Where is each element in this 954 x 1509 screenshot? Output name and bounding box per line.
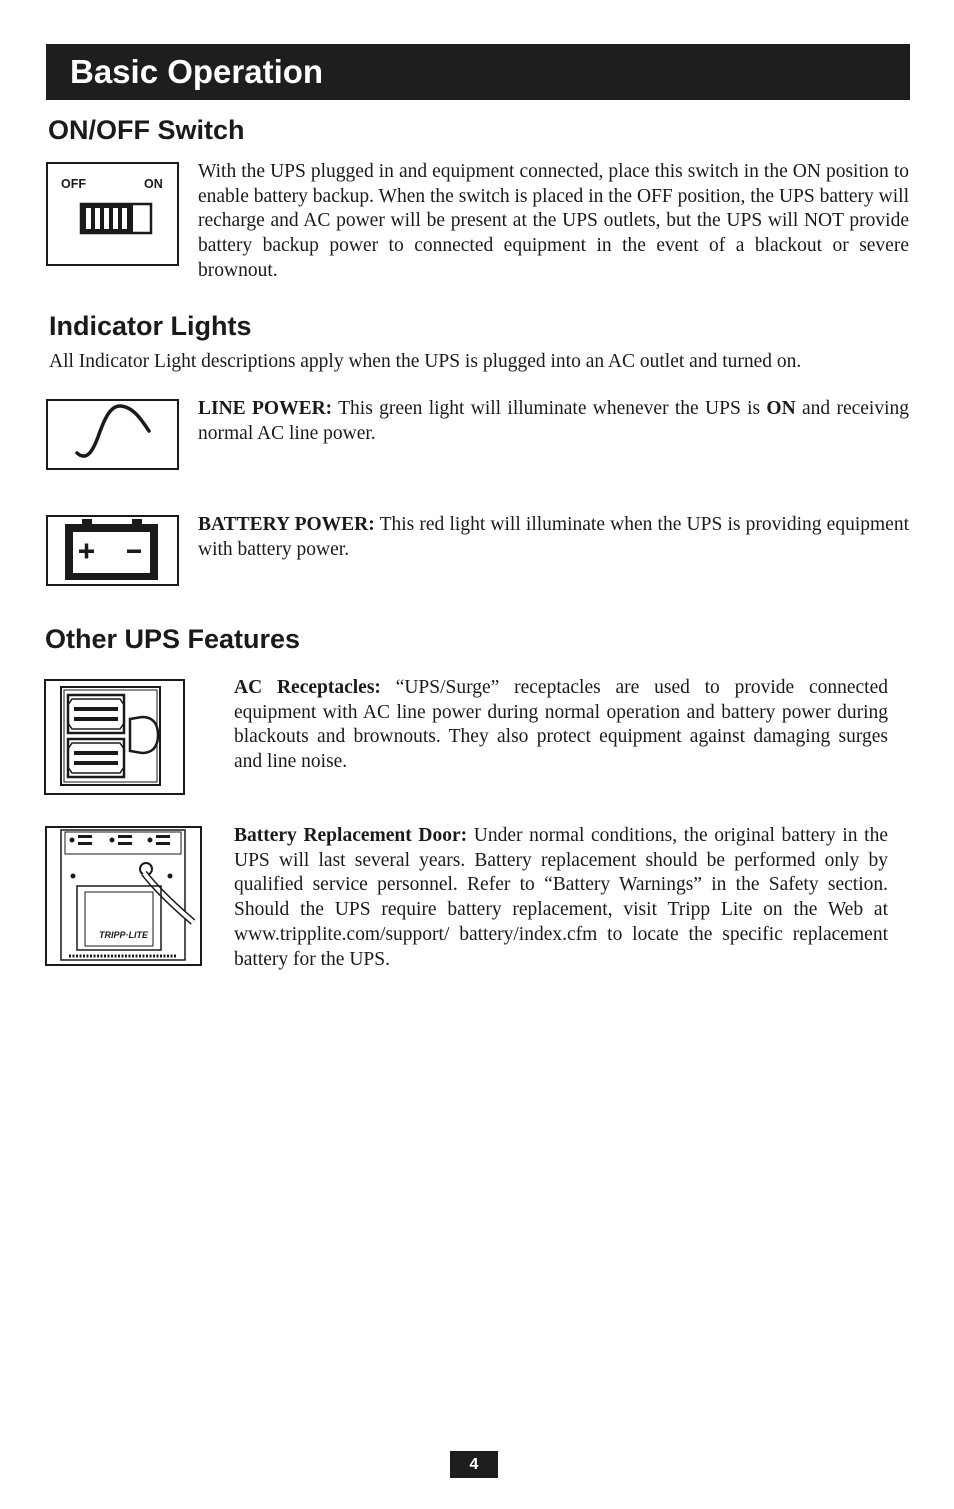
battery-icon (48, 517, 177, 584)
page-number: 4 (450, 1451, 498, 1478)
line-power-figure (46, 399, 179, 470)
ac-receptacles-label: AC Receptacles: (234, 677, 381, 698)
battery-door-label: Battery Replacement Door: (234, 825, 468, 846)
battery-power-label: BATTERY POWER: (198, 514, 375, 535)
battery-door-icon (47, 828, 200, 964)
section-banner (46, 44, 910, 100)
battery-power-description: BATTERY POWER: This red light will illuminate when the UPS is providing equipment with battery power. (198, 514, 909, 560)
onoff-switch-figure (46, 162, 179, 266)
line-power-description: LINE POWER: This green light will illuminate whenever the UPS is ON and receiving normal AC line power. (198, 398, 909, 444)
line-power-on-emphasis: ON (766, 398, 796, 419)
switch-on-label: ON (144, 177, 163, 191)
indicator-intro: All Indicator Light descriptions apply when the UPS is plugged into an AC outlet and turned on. (49, 351, 802, 372)
rocker-switch-icon (48, 164, 177, 264)
switch-off-label: OFF (61, 177, 86, 191)
ac-receptacles-figure (44, 679, 185, 795)
tripp-lite-logo: TRIPP·LITE (99, 930, 148, 940)
ac-receptacles-description: AC Receptacles: “UPS/Surge” receptacles are used to provide connected equipment with AC line power during normal operation and battery power during blackouts and brownouts. They also protect equipment against damaging surges and line noise. (234, 677, 888, 773)
onoff-description: With the UPS plugged in and equipment connected, place this switch in the ON position to enable battery backup. When the switch is placed in the OFF position, the UPS battery will recharge and AC power will be present at the UPS outlets, but the UPS will NOT provide battery backup power to connected equipment in the event of a blackout or severe brownout. (198, 161, 909, 281)
battery-door-figure (45, 826, 202, 966)
ac-outlet-icon (46, 681, 183, 793)
onoff-heading: ON/OFF Switch (48, 115, 245, 145)
features-heading: Other UPS Features (45, 624, 301, 654)
line-power-label: LINE POWER: (198, 398, 333, 419)
page-title: Basic Operation (70, 53, 324, 90)
indicator-heading: Indicator Lights (49, 311, 252, 341)
battery-door-description: Battery Replacement Door: Under normal conditions, the original battery in the UPS will last several years. Battery replacement should be performed only by qualified service personnel. Refer to “Battery Warnings” in the Safety section. Should the UPS require battery replacement, visit Tripp Lite on the Web at www.tripplite.com/support/ battery/index.cfm to locate the specific replacement battery for the UPS. (234, 825, 888, 970)
sine-wave-icon (48, 401, 177, 468)
battery-power-figure (46, 515, 179, 586)
